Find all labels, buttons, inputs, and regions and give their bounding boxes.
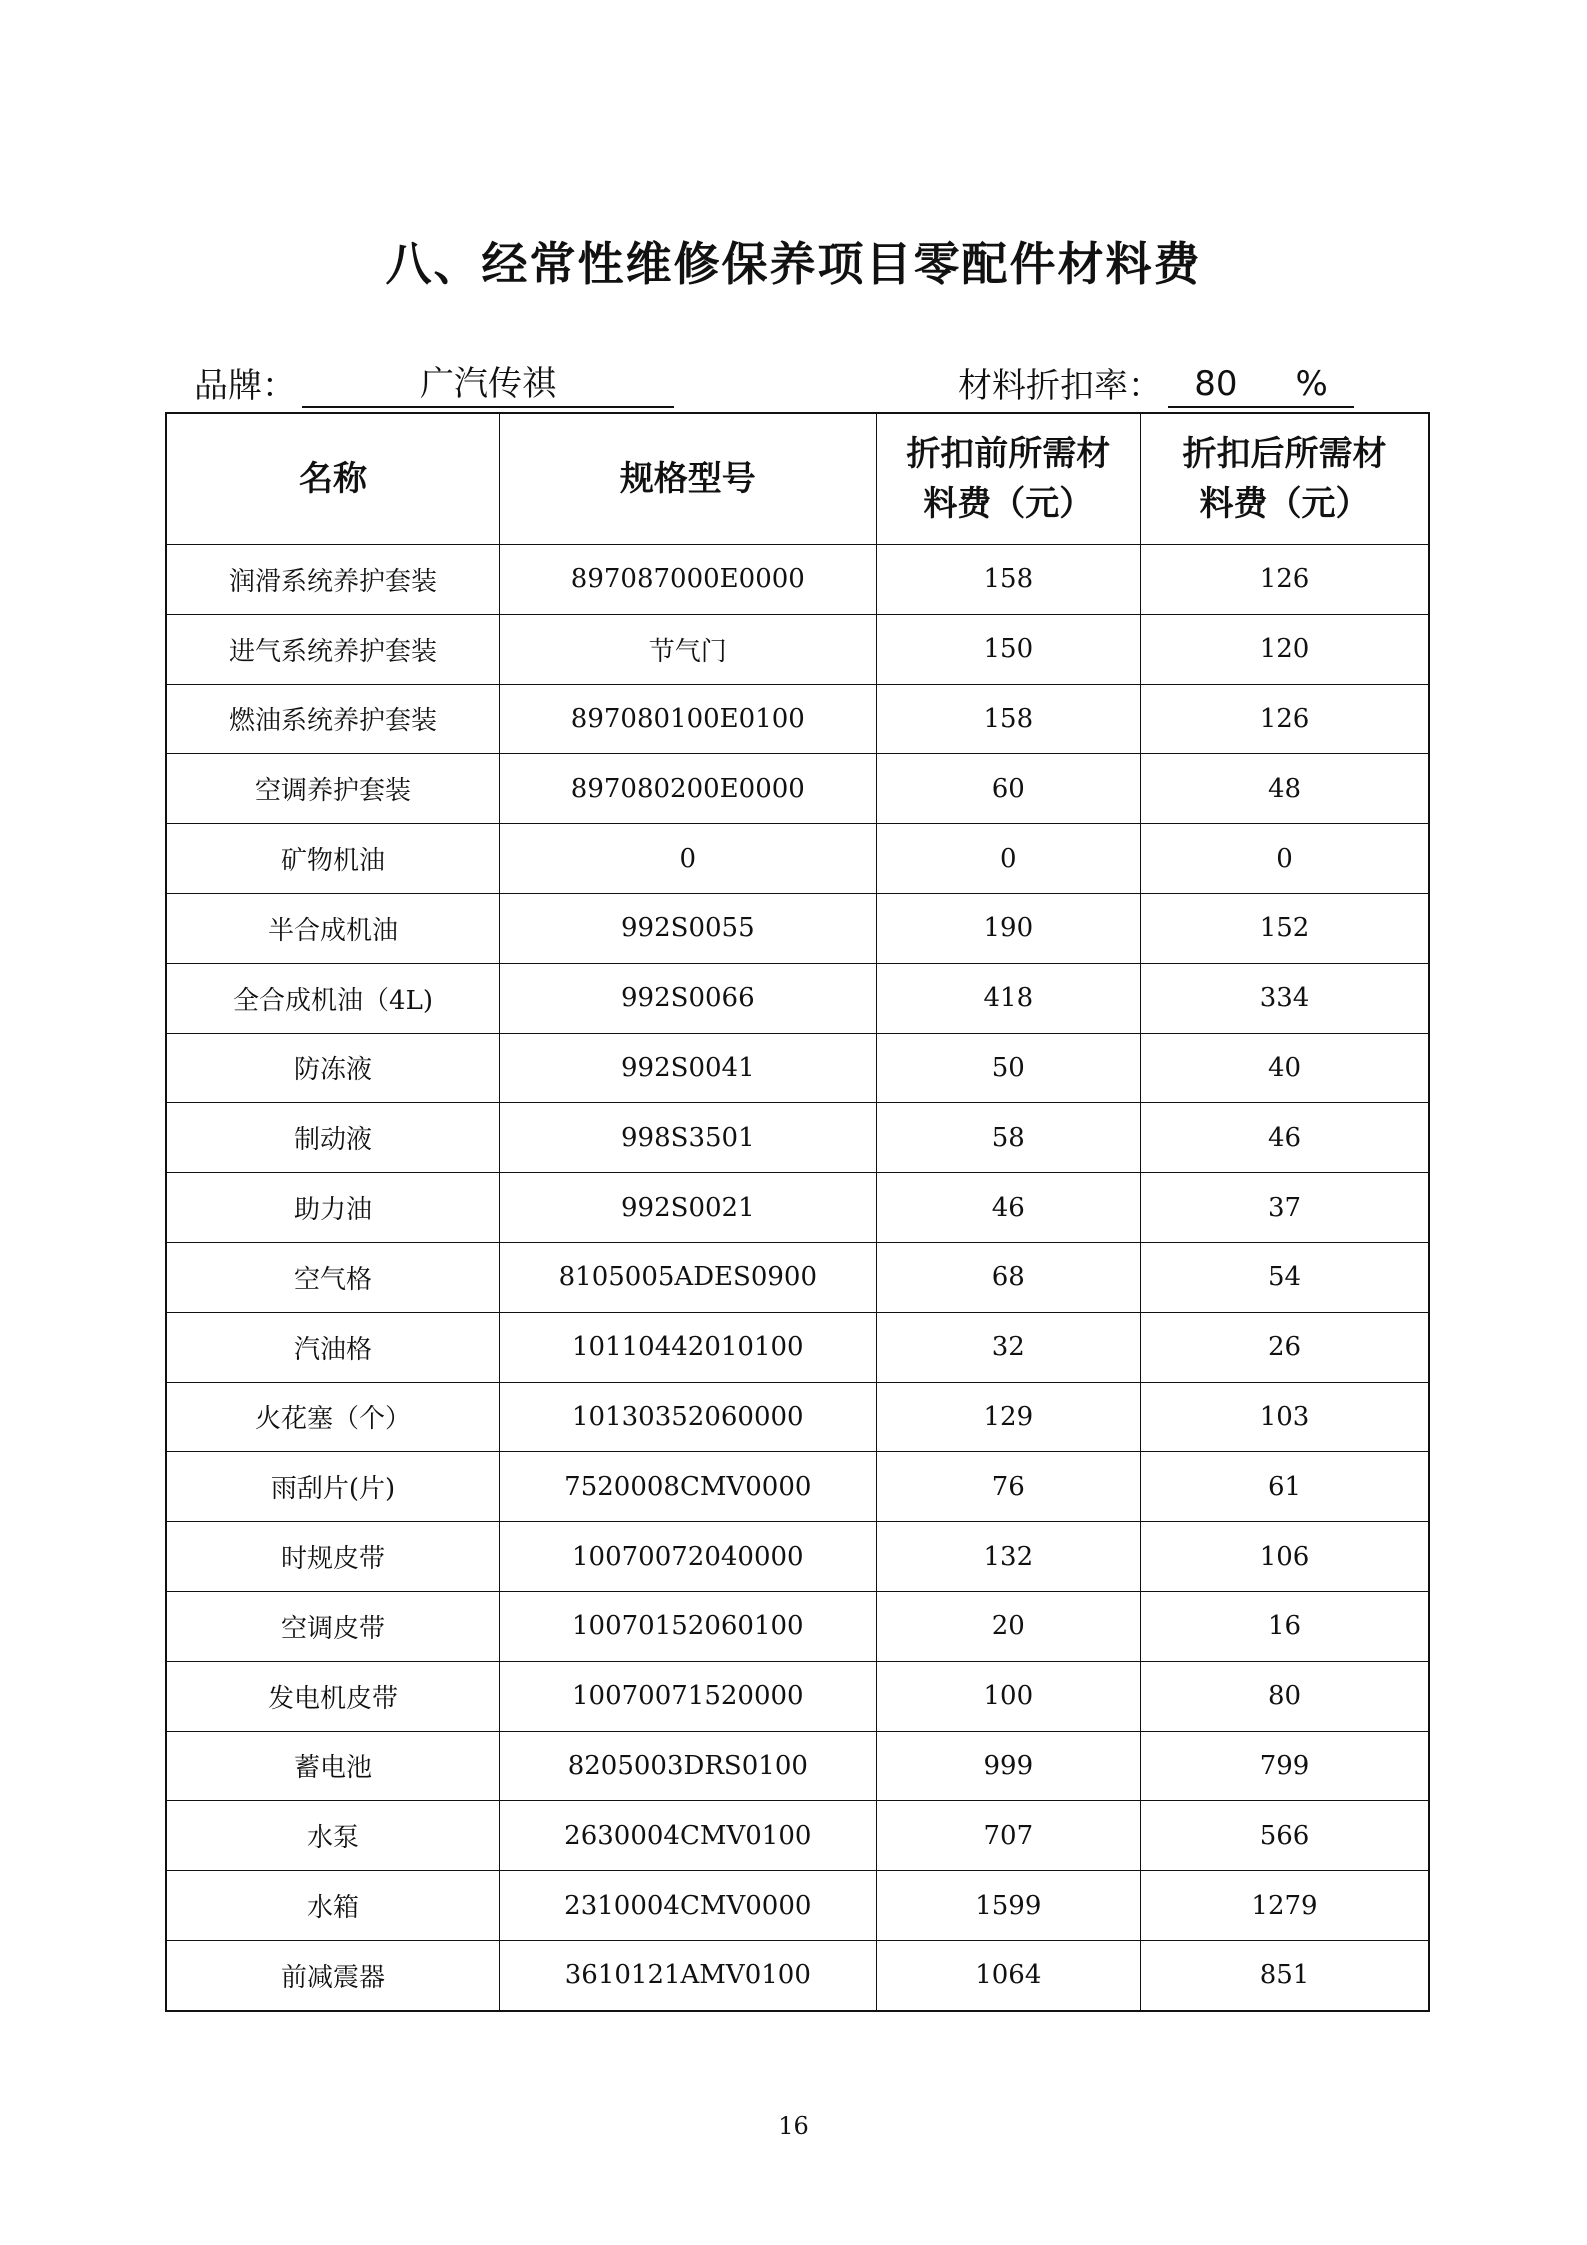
cell-cost-after: 48 [1141, 754, 1429, 824]
table-row [166, 684, 1429, 754]
table-row [166, 1661, 1429, 1731]
cell-cost-before: 158 [876, 684, 1140, 754]
cell-part-name: 发电机皮带 [166, 1661, 500, 1731]
table-row [166, 1452, 1429, 1522]
table-row [166, 824, 1429, 894]
cell-cost-after: 26 [1141, 1312, 1429, 1382]
cell-spec-model: 992S0021 [500, 1173, 877, 1243]
table-row [166, 1591, 1429, 1661]
page-title: 八、经常性维修保养项目零配件材料费 [385, 237, 1202, 291]
parts-cost-table [165, 412, 1430, 2012]
cell-cost-after: 0 [1141, 824, 1429, 894]
table-row [166, 1801, 1429, 1871]
cell-part-name: 润滑系统养护套装 [166, 545, 500, 615]
header-cost-before-discount [876, 413, 1140, 545]
cell-part-name: 前减震器 [166, 1940, 500, 2010]
cell-part-name: 进气系统养护套装 [166, 614, 500, 684]
cell-part-name: 时规皮带 [166, 1522, 500, 1592]
cell-cost-before: 999 [876, 1731, 1140, 1801]
cell-cost-before: 100 [876, 1661, 1140, 1731]
cell-cost-before: 418 [876, 963, 1140, 1033]
cell-cost-before: 190 [876, 893, 1140, 963]
cell-spec-model: 897080200E0000 [500, 754, 877, 824]
cell-part-name: 火花塞（个） [166, 1382, 500, 1452]
cell-spec-model: 10070071520000 [500, 1661, 877, 1731]
table-row [166, 1173, 1429, 1243]
cell-cost-after: 566 [1141, 1801, 1429, 1871]
cell-cost-after: 1279 [1141, 1871, 1429, 1941]
header-cost-after-discount [1141, 413, 1429, 545]
table-row [166, 754, 1429, 824]
cell-cost-before: 68 [876, 1242, 1140, 1312]
cell-part-name: 空调皮带 [166, 1591, 500, 1661]
table-row [166, 614, 1429, 684]
cell-cost-after: 37 [1141, 1173, 1429, 1243]
cell-spec-model: 8105005ADES0900 [500, 1242, 877, 1312]
cell-spec-model: 992S0041 [500, 1033, 877, 1103]
cell-part-name: 水箱 [166, 1871, 500, 1941]
cell-cost-after: 54 [1141, 1242, 1429, 1312]
cell-cost-before: 132 [876, 1522, 1140, 1592]
discount-field [958, 362, 1354, 410]
cell-cost-after: 61 [1141, 1452, 1429, 1522]
cell-part-name: 制动液 [166, 1103, 500, 1173]
cell-cost-after: 16 [1141, 1591, 1429, 1661]
table-row [166, 963, 1429, 1033]
table-row [166, 1103, 1429, 1173]
cell-part-name: 矿物机油 [166, 824, 500, 894]
header-cost-before-line2: 料费（元） [923, 484, 1094, 524]
table-row [166, 1033, 1429, 1103]
cell-cost-after: 120 [1141, 614, 1429, 684]
page-number: 16 [778, 2112, 809, 2140]
cell-spec-model: 10130352060000 [500, 1382, 877, 1452]
cell-spec-model: 992S0055 [500, 893, 877, 963]
cell-spec-model: 2630004CMV0100 [500, 1801, 877, 1871]
header-cost-after-line2: 料费（元） [1199, 484, 1370, 524]
cell-cost-before: 707 [876, 1801, 1140, 1871]
cell-part-name: 防冻液 [166, 1033, 500, 1103]
cell-part-name: 空气格 [166, 1242, 500, 1312]
cell-cost-before: 1064 [876, 1940, 1140, 2010]
table-row [166, 893, 1429, 963]
cell-cost-after: 334 [1141, 963, 1429, 1033]
table-row [166, 1871, 1429, 1941]
header-cost-before-line1: 折扣前所需材 [906, 434, 1111, 474]
cell-part-name: 燃油系统养护套装 [166, 684, 500, 754]
cell-spec-model: 节气门 [500, 614, 877, 684]
cell-spec-model: 992S0066 [500, 963, 877, 1033]
cell-part-name: 半合成机油 [166, 893, 500, 963]
cell-spec-model: 10110442010100 [500, 1312, 877, 1382]
cell-spec-model: 3610121AMV0100 [500, 1940, 877, 2010]
cell-cost-before: 58 [876, 1103, 1140, 1173]
cell-cost-before: 46 [876, 1173, 1140, 1243]
cell-part-name: 助力油 [166, 1173, 500, 1243]
table-row [166, 1242, 1429, 1312]
cell-part-name: 水泵 [166, 1801, 500, 1871]
discount-label: 材料折扣率： [958, 366, 1162, 406]
cell-spec-model: 10070072040000 [500, 1522, 877, 1592]
table-row [166, 1312, 1429, 1382]
cell-part-name: 蓄电池 [166, 1731, 500, 1801]
table-row [166, 545, 1429, 615]
cell-cost-before: 60 [876, 754, 1140, 824]
cell-spec-model: 897087000E0000 [500, 545, 877, 615]
header-spec: 规格型号 [500, 413, 877, 545]
table-row [166, 1940, 1429, 2010]
header-cost-after-line1: 折扣后所需材 [1182, 434, 1387, 474]
cell-cost-after: 126 [1141, 545, 1429, 615]
cell-spec-model: 2310004CMV0000 [500, 1871, 877, 1941]
cell-cost-before: 129 [876, 1382, 1140, 1452]
cell-spec-model: 897080100E0100 [500, 684, 877, 754]
brand-label: 品牌： [194, 366, 296, 406]
cell-cost-after: 106 [1141, 1522, 1429, 1592]
cell-cost-before: 20 [876, 1591, 1140, 1661]
cell-part-name: 空调养护套装 [166, 754, 500, 824]
cell-cost-after: 80 [1141, 1661, 1429, 1731]
cell-cost-after: 152 [1141, 893, 1429, 963]
cell-cost-after: 851 [1141, 1940, 1429, 2010]
table-row [166, 1731, 1429, 1801]
cell-cost-before: 0 [876, 824, 1140, 894]
table-body [166, 545, 1429, 2011]
cell-spec-model: 0 [500, 824, 877, 894]
cell-cost-after: 46 [1141, 1103, 1429, 1173]
cell-cost-after: 799 [1141, 1731, 1429, 1801]
table-row [166, 1522, 1429, 1592]
cell-part-name: 全合成机油（4L) [166, 963, 500, 1033]
table-row [166, 1382, 1429, 1452]
brand-value: 广汽传祺 [302, 362, 674, 408]
cell-cost-after: 126 [1141, 684, 1429, 754]
cell-cost-after: 103 [1141, 1382, 1429, 1452]
cell-cost-before: 50 [876, 1033, 1140, 1103]
cell-cost-before: 32 [876, 1312, 1140, 1382]
cell-spec-model: 8205003DRS0100 [500, 1731, 877, 1801]
discount-unit: % [1295, 364, 1328, 404]
cell-spec-model: 7520008CMV0000 [500, 1452, 877, 1522]
header-name: 名称 [166, 413, 500, 545]
cell-cost-before: 158 [876, 545, 1140, 615]
cell-spec-model: 10070152060100 [500, 1591, 877, 1661]
discount-value: 80 [1194, 364, 1238, 404]
discount-value-box [1168, 362, 1354, 408]
cell-part-name: 雨刮片(片) [166, 1452, 500, 1522]
cell-cost-before: 76 [876, 1452, 1140, 1522]
cell-spec-model: 998S3501 [500, 1103, 877, 1173]
brand-field [194, 362, 674, 410]
cell-part-name: 汽油格 [166, 1312, 500, 1382]
cell-cost-after: 40 [1141, 1033, 1429, 1103]
cell-cost-before: 1599 [876, 1871, 1140, 1941]
cell-cost-before: 150 [876, 614, 1140, 684]
table-header-row [166, 413, 1429, 545]
